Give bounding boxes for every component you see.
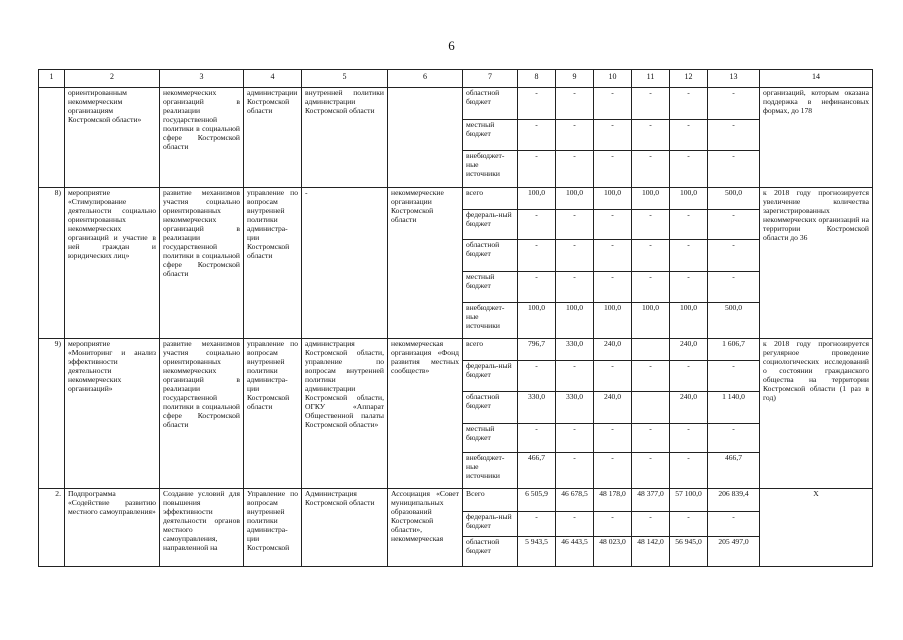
value-cell: 206 839,4: [708, 489, 760, 512]
value-cell: -: [518, 210, 556, 240]
column-header: 2: [65, 70, 160, 88]
value-cell: [632, 339, 670, 361]
value-cell: -: [556, 240, 594, 272]
column-header: 9: [556, 70, 594, 88]
program-table: [38, 69, 873, 567]
value-cell: -: [632, 512, 670, 537]
funding-source-cell: федераль-ный бюджет: [463, 361, 518, 392]
goal-cell: развитие механизмов участия социально ориентированных некоммерческих организаций в реализации государственной политики в социальной сфере Костромской области: [160, 188, 244, 339]
value-cell: -: [594, 210, 632, 240]
value-cell: -: [594, 453, 632, 489]
value-cell: 100,0: [670, 303, 708, 339]
value-cell: 240,0: [594, 392, 632, 424]
value-cell: 240,0: [594, 339, 632, 361]
value-cell: 330,0: [518, 392, 556, 424]
result-cell: к 2018 году прогнозируется увеличение количества зарегистрированных некоммерческих организаций на территории Костромской области до 36: [760, 188, 873, 339]
value-cell: -: [708, 512, 760, 537]
value-cell: -: [556, 424, 594, 453]
value-cell: -: [670, 424, 708, 453]
value-cell: -: [594, 512, 632, 537]
funding-source-cell: областной бюджет: [463, 240, 518, 272]
executor-cell: Администрация Костромской области: [302, 489, 388, 567]
value-cell: 1 140,0: [708, 392, 760, 424]
coordinator-cell: Управление по вопросам внутренней политики администра-ции Костромской: [244, 489, 302, 567]
activity-name-cell: мероприятие «Стимулирование деятельности социально ориентированных некоммерческих организаций и участие в ней граждан и юридических лиц»: [65, 188, 160, 339]
value-cell: -: [670, 512, 708, 537]
value-cell: 100,0: [594, 188, 632, 210]
value-cell: 48 178,0: [594, 489, 632, 512]
value-cell: -: [594, 120, 632, 151]
funding-source-cell: местный бюджет: [463, 424, 518, 453]
value-cell: 330,0: [556, 339, 594, 361]
table-row: [39, 88, 873, 120]
value-cell: -: [556, 120, 594, 151]
value-cell: -: [632, 210, 670, 240]
executor-cell: -: [302, 188, 388, 339]
value-cell: -: [708, 272, 760, 303]
value-cell: -: [594, 240, 632, 272]
value-cell: 240,0: [670, 339, 708, 361]
activity-name-cell: мероприятие «Мониторинг и анализ эффективности деятельности некоммерческих организаций»: [65, 339, 160, 489]
table-row: [39, 188, 873, 210]
column-header: 11: [632, 70, 670, 88]
coordinator-cell: администрации Костромской области: [244, 88, 302, 188]
value-cell: -: [556, 210, 594, 240]
value-cell: 48 377,0: [632, 489, 670, 512]
value-cell: -: [556, 453, 594, 489]
value-cell: 205 497,0: [708, 537, 760, 567]
value-cell: 48 023,0: [594, 537, 632, 567]
value-cell: -: [518, 361, 556, 392]
value-cell: 100,0: [518, 303, 556, 339]
column-header: 14: [760, 70, 873, 88]
value-cell: -: [594, 424, 632, 453]
value-cell: -: [708, 120, 760, 151]
value-cell: 100,0: [518, 188, 556, 210]
funding-source-cell: местный бюджет: [463, 272, 518, 303]
value-cell: 466,7: [708, 453, 760, 489]
value-cell: -: [708, 361, 760, 392]
value-cell: -: [556, 88, 594, 120]
column-header: 12: [670, 70, 708, 88]
column-header: 10: [594, 70, 632, 88]
value-cell: -: [594, 272, 632, 303]
value-cell: -: [708, 240, 760, 272]
result-cell: организаций, которым оказана поддержка в нефинансовых формах, до 178: [760, 88, 873, 188]
value-cell: 796,7: [518, 339, 556, 361]
column-header: 3: [160, 70, 244, 88]
value-cell: -: [670, 88, 708, 120]
value-cell: -: [556, 151, 594, 188]
value-cell: -: [518, 240, 556, 272]
column-header: 5: [302, 70, 388, 88]
table-row: [39, 339, 873, 361]
value-cell: 57 100,0: [670, 489, 708, 512]
value-cell: -: [708, 210, 760, 240]
funding-source-cell: внебюджет-ные источники: [463, 453, 518, 489]
value-cell: 240,0: [670, 392, 708, 424]
value-cell: -: [518, 424, 556, 453]
participant-cell: [388, 88, 463, 188]
funding-source-cell: областной бюджет: [463, 392, 518, 424]
value-cell: -: [632, 120, 670, 151]
activity-name-cell: ориентированным некоммерческим организациям Костромской области»: [65, 88, 160, 188]
goal-cell: некоммерческих организаций в реализации государственной политики в социальной сфере Костромской области: [160, 88, 244, 188]
value-cell: 5 943,5: [518, 537, 556, 567]
value-cell: 100,0: [670, 188, 708, 210]
funding-source-cell: федераль-ный бюджет: [463, 210, 518, 240]
participant-cell: Ассоциация «Совет муниципальных образований Костромской области», некоммерческая: [388, 489, 463, 567]
value-cell: -: [708, 88, 760, 120]
value-cell: -: [594, 88, 632, 120]
coordinator-cell: управление по вопросам внутренней политики администра-ции Костромской области: [244, 188, 302, 339]
funding-source-cell: внебюджет-ные источники: [463, 151, 518, 188]
participant-cell: некоммерческие организации Костромской области: [388, 188, 463, 339]
column-header: 13: [708, 70, 760, 88]
column-header: 8: [518, 70, 556, 88]
value-cell: -: [632, 240, 670, 272]
value-cell: [632, 392, 670, 424]
value-cell: -: [518, 120, 556, 151]
column-header: 1: [39, 70, 65, 88]
value-cell: -: [556, 512, 594, 537]
column-header: 6: [388, 70, 463, 88]
value-cell: -: [556, 272, 594, 303]
value-cell: -: [632, 453, 670, 489]
value-cell: 46 678,5: [556, 489, 594, 512]
funding-source-cell: внебюджет-ные источники: [463, 303, 518, 339]
value-cell: -: [670, 272, 708, 303]
page-number: 6: [448, 38, 455, 53]
funding-source-cell: местный бюджет: [463, 120, 518, 151]
value-cell: -: [708, 424, 760, 453]
value-cell: 6 505,9: [518, 489, 556, 512]
value-cell: -: [632, 272, 670, 303]
value-cell: -: [594, 151, 632, 188]
funding-source-cell: областной бюджет: [463, 537, 518, 567]
funding-source-cell: Всего: [463, 489, 518, 512]
result-cell: X: [760, 489, 873, 567]
value-cell: -: [518, 272, 556, 303]
activity-name-cell: Подпрограмма «Содействие развитию местного самоуправления»: [65, 489, 160, 567]
value-cell: 100,0: [556, 188, 594, 210]
value-cell: 500,0: [708, 303, 760, 339]
value-cell: 100,0: [594, 303, 632, 339]
funding-source-cell: всего: [463, 339, 518, 361]
value-cell: -: [670, 453, 708, 489]
executor-cell: внутренней политики администрации Костромской области: [302, 88, 388, 188]
value-cell: 330,0: [556, 392, 594, 424]
value-cell: -: [518, 151, 556, 188]
coordinator-cell: управление по вопросам внутренней политики администра-ции Костромской области: [244, 339, 302, 489]
value-cell: 1 606,7: [708, 339, 760, 361]
row-number-cell: [39, 88, 65, 188]
funding-source-cell: федераль-ный бюджет: [463, 512, 518, 537]
value-cell: 48 142,0: [632, 537, 670, 567]
header-row: [39, 70, 873, 88]
value-cell: -: [670, 361, 708, 392]
value-cell: -: [632, 88, 670, 120]
value-cell: -: [518, 88, 556, 120]
row-number-cell: 2.: [39, 489, 65, 567]
goal-cell: Создание условий для повышения эффективности деятельности органов местного самоуправления, направленной на: [160, 489, 244, 567]
value-cell: 46 443,5: [556, 537, 594, 567]
row-number-cell: 8): [39, 188, 65, 339]
value-cell: -: [632, 151, 670, 188]
value-cell: -: [708, 151, 760, 188]
participant-cell: некоммерческая организация «Фонд развития местных сообществ»: [388, 339, 463, 489]
value-cell: -: [632, 361, 670, 392]
result-cell: к 2018 году прогнозируется регулярное проведение социологических исследований о состоянии гражданского общества на территории Костромской области (1 раз в год): [760, 339, 873, 489]
value-cell: 500,0: [708, 188, 760, 210]
value-cell: -: [670, 240, 708, 272]
value-cell: 100,0: [632, 303, 670, 339]
value-cell: 100,0: [556, 303, 594, 339]
value-cell: -: [632, 424, 670, 453]
value-cell: -: [670, 120, 708, 151]
column-header: 7: [463, 70, 518, 88]
value-cell: 466,7: [518, 453, 556, 489]
table-row: [39, 489, 873, 512]
executor-cell: администрация Костромской области, управление по вопросам внутренней политики администрации Костромской области, ОГКУ «Аппарат Общественной палаты Костромской области»: [302, 339, 388, 489]
value-cell: 100,0: [632, 188, 670, 210]
value-cell: -: [594, 361, 632, 392]
value-cell: -: [518, 512, 556, 537]
goal-cell: развитие механизмов участия социально ориентированных некоммерческих организаций в реализации государственной политики в социальной сфере Костромской области: [160, 339, 244, 489]
column-header: 4: [244, 70, 302, 88]
value-cell: -: [670, 210, 708, 240]
row-number-cell: 9): [39, 339, 65, 489]
value-cell: -: [556, 361, 594, 392]
funding-source-cell: областной бюджет: [463, 88, 518, 120]
funding-source-cell: всего: [463, 188, 518, 210]
value-cell: 56 945,0: [670, 537, 708, 567]
value-cell: -: [670, 151, 708, 188]
